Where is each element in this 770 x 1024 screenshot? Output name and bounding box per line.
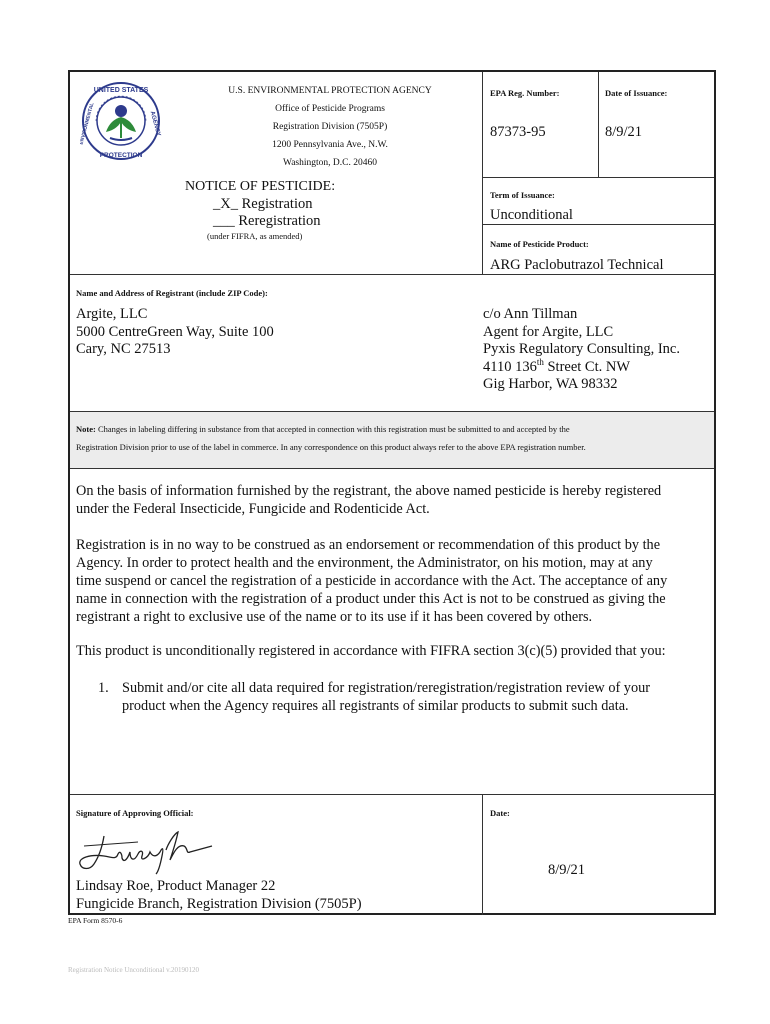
- term-label: Term of Issuance:: [490, 190, 555, 200]
- notice-title: NOTICE OF PESTICIDE:: [185, 179, 336, 194]
- note-box: [70, 412, 714, 468]
- registration-mark: _X_: [213, 195, 238, 212]
- agent-address: [483, 306, 680, 394]
- reg-number-value: 87373-95: [490, 124, 546, 140]
- registration-form: [68, 70, 716, 915]
- signature-date-label: Date:: [490, 808, 510, 818]
- signature-top-line: [70, 794, 714, 795]
- body-paragraph-3: This product is unconditionally registered in accordance with FIFRA section 3(c)(5) provided that you:: [76, 643, 666, 659]
- list-item-1: 1. Submit and/or cite all data required for registration/reregistration/registration review of your product when the Agency requires all registrants of similar products to submit such data.: [98, 680, 651, 714]
- agency-office: Office of Pesticide Programs: [275, 104, 385, 114]
- seal-top-text: UNITED STATES: [93, 87, 149, 94]
- registrant-address: [76, 306, 274, 359]
- reg-row-divider: [482, 177, 714, 178]
- agent-line1: c/o Ann Tillman: [483, 306, 578, 322]
- seal-bottom-text: PROTECTION: [99, 152, 143, 159]
- signature-name-title: Lindsay Roe, Product Manager 22: [76, 878, 276, 894]
- handwritten-signature: [78, 824, 228, 876]
- note-line1: Changes in labeling differing in substance from that accepted in connection with this registration must be submitted to and accepted by the: [97, 424, 570, 434]
- registrant-line2: 5000 CentreGreen Way, Suite 100: [76, 323, 274, 340]
- reg-date-divider: [598, 72, 599, 177]
- product-name-value: ARG Paclobutrazol Technical: [490, 257, 664, 273]
- note-bottom-line: [70, 468, 714, 469]
- signature-label: Signature of Approving Official:: [76, 808, 194, 818]
- term-value: Unconditional: [490, 207, 573, 223]
- agency-street: 1200 Pennsylvania Ave., N.W.: [272, 140, 388, 150]
- registration-label: Registration: [241, 195, 313, 212]
- signature-divider: [482, 794, 483, 915]
- epa-seal-icon: [80, 80, 162, 162]
- reregistration-label: Reregistration: [238, 213, 321, 229]
- list-item-number: 1.: [98, 680, 109, 696]
- date-issuance-value: 8/9/21: [605, 124, 643, 140]
- header-divider: [482, 72, 483, 274]
- signature-date-value: 8/9/21: [548, 862, 586, 878]
- seal-left-text: ENVIRONMENTAL: [80, 102, 96, 146]
- registrant-label: Name and Address of Registrant (include ZIP Code):: [76, 288, 268, 298]
- signature-branch: Fungicide Branch, Registration Division (7505P): [76, 896, 362, 912]
- body-paragraph-1: On the basis of information furnished by the registrant, the above named pesticide is hereby registered under the Federal Insecticide, Fungicide and Rodenticide Act.: [76, 483, 662, 517]
- reregistration-mark: ___: [213, 213, 235, 229]
- reg-number-label: EPA Reg. Number:: [490, 88, 560, 98]
- seal-right-text: AGENCY: [148, 110, 162, 137]
- agency-division: Registration Division (7505P): [272, 122, 388, 132]
- agency-header: [210, 82, 450, 172]
- notice-block: [185, 178, 365, 241]
- registrant-line3: Cary, NC 27513: [76, 341, 171, 357]
- date-issuance-label: Date of Issuance:: [605, 88, 668, 98]
- product-name-label: Name of Pesticide Product:: [490, 239, 589, 249]
- agency-name: U.S. ENVIRONMENTAL PROTECTION AGENCY: [228, 86, 432, 96]
- watermark-footer: Registration Notice Unconditional v.20190120: [68, 966, 199, 974]
- agent-line3: Pyxis Regulatory Consulting, Inc.: [483, 341, 680, 357]
- agent-line2: Agent for Argite, LLC: [483, 323, 614, 340]
- form-number: EPA Form 8570-6: [68, 916, 123, 925]
- body-paragraph-2: Registration is in no way to be construed as an endorsement or recommendation of this product by the Agency. In order to protect health and the environment, the Administrator, on his motion, may at any time suspend or cancel the registration of a pesticide in accordance with the Act. The acceptance of any name in connection with the registration of a product under this Act is not to be construed as giving the registrant a right to exclusive use of the name or to its use if it has been covered by others.: [76, 537, 668, 625]
- note-label: Note:: [76, 424, 96, 434]
- registrant-line1: Argite, LLC: [76, 306, 148, 322]
- notice-subtitle: (under FIFRA, as amended): [207, 230, 303, 241]
- agent-line4: 4110 136th Street Ct. NW: [483, 356, 631, 375]
- agency-city: Washington, D.C. 20460: [283, 158, 377, 168]
- note-line2: Registration Division prior to use of the label in commerce. In any correspondence on this product always refer to the above EPA registration number.: [76, 442, 586, 452]
- agent-line5: Gig Harbor, WA 98332: [483, 376, 618, 392]
